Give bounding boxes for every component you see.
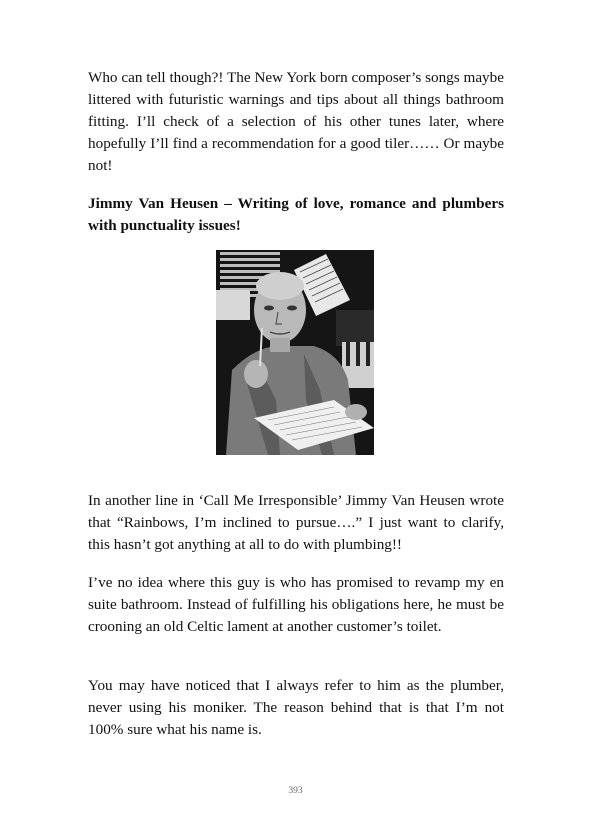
section-heading: Jimmy Van Heusen – Writing of love, romance and plumbers with punctuality issues! — [88, 195, 504, 234]
paragraph-intro: Who can tell though?! The New York born composer’s songs maybe littered with futuristic warnings and tips about all things bathroom fitting. I’ll check of a selection of his other tunes later, where hopefully I’ll find a recommendation for a good tiler…… Or maybe not! — [88, 69, 504, 174]
composer-photo — [216, 250, 374, 455]
paragraph-plumber-absent: I’ve no idea where this guy is who has promised to revamp my en suite bathroom. Instead of fulfilling his obligations here, he must be crooning an old Celtic lament at another customer’s toilet. — [88, 574, 504, 635]
paragraph-rainbows: In another line in ‘Call Me Irresponsible’ Jimmy Van Heusen wrote that “Rainbows, I’m inclined to pursue….” I just want to clarify, this hasn’t got anything at all to do with plumbing!! — [88, 492, 504, 553]
paragraph-moniker: You may have noticed that I always refer to him as the plumber, never using his moniker. The reason behind that is that I’m not 100% sure what his name is. — [88, 677, 504, 738]
page-number: 393 — [288, 786, 303, 796]
